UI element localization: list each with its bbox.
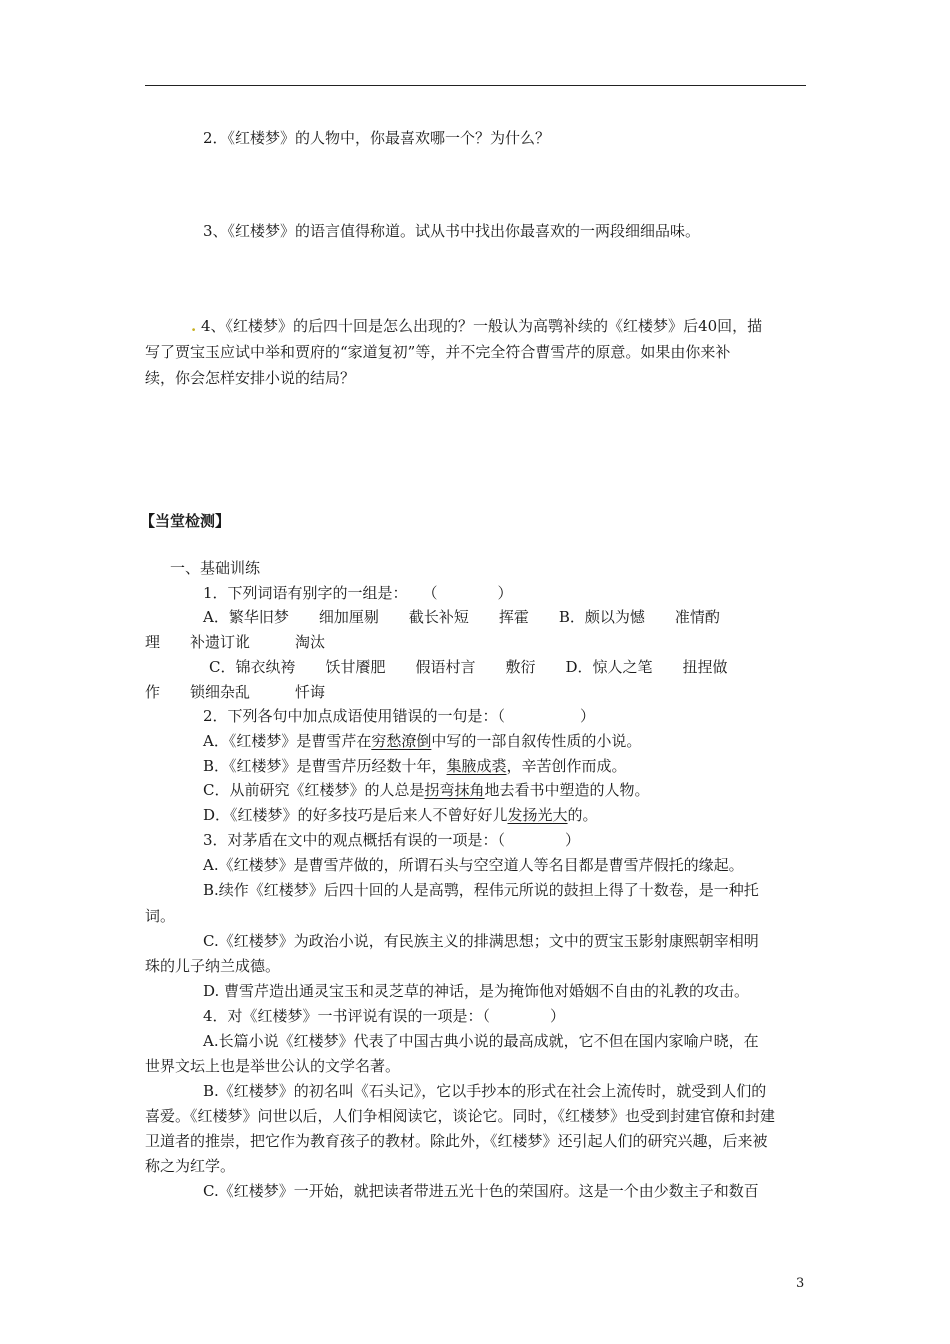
exercise-4-stem: 4．对《红楼梦》一书评说有误的一项是：（ ）	[203, 1007, 566, 1025]
exercise-4-option-b-line-2: 喜爱。《红楼梦》问世以后，人们争相阅读它，谈论它。同时，《红楼梦》也受到封建官僚和封建	[145, 1107, 776, 1125]
exercise-4-option-a-line-2: 世界文坛上也是举世公认的文学名著。	[145, 1057, 401, 1075]
exercise-2-option-c: C．从前研究《红楼梦》的人总是拐弯抹角地去看书中塑造的人物。	[203, 781, 650, 799]
exercise-1-line-1: A．繁华旧梦 细加厘剔 截长补短 挥霍 B．颇以为憾 准情酌	[203, 608, 720, 626]
exercise-4-option-a-line-1: A.长篇小说《红楼梦》代表了中国古典小说的最高成就，它不但在国内家喻户晓，在	[203, 1032, 759, 1050]
exercise-4-option-b-line-4: 称之为红学。	[145, 1157, 236, 1175]
section-subtitle: 一、基础训练	[170, 559, 261, 577]
exercise-3-option-c-line-2: 珠的儿子纳兰成德。	[145, 957, 281, 975]
exercise-1-line-4: 作 锁细杂乱 忏诲	[145, 683, 326, 701]
exercise-3-option-d: D. 曹雪芹造出通灵宝玉和灵芝草的神话，是为掩饰他对婚姻不自由的礼教的攻击。	[203, 982, 750, 1000]
exercise-3-option-b-line-1: B.续作《红楼梦》后四十回的人是高鹗，程伟元所说的鼓担上得了十数卷，是一种托	[203, 881, 759, 899]
exercise-2-stem: 2．下列各句中加点成语使用错误的一句是：（ ）	[203, 707, 596, 725]
header-rule	[145, 85, 806, 86]
exercise-2-option-b: B．《红楼梦》是曹雪芹历经数十年，集腋成裘，辛苦创作而成。	[203, 757, 627, 775]
exercise-4-option-c-line-1: C.《红楼梦》一开始，就把读者带进五光十色的荣国府。这是一个由少数主子和数百	[203, 1182, 759, 1200]
question-4-line-3: 续，你会怎样安排小说的结局？	[145, 369, 356, 387]
page-number: 3	[796, 1276, 805, 1291]
question-4-line-1: . 4、《红楼梦》的后四十回是怎么出现的？一般认为高鹗补续的《红楼梦》后40回，描	[191, 317, 763, 335]
exercise-3-option-c-line-1: C.《红楼梦》为政治小说，有民族主义的排满思想；文中的贾宝玉影射康熙朝宰相明	[203, 932, 759, 950]
section-title: 【当堂检测】	[140, 512, 231, 530]
exercise-3-stem: 3．对茅盾在文中的观点概括有误的一项是：（ ）	[203, 831, 581, 849]
exercise-2-option-d: D．《红楼梦》的好多技巧是后来人不曾好好儿发扬光大的。	[203, 806, 598, 824]
exercise-1-line-2: 理 补遗订讹 淘汰	[145, 633, 326, 651]
yellow-dot-marker: .	[191, 317, 197, 335]
question-3: 3、《红楼梦》的语言值得称道。试从书中找出你最喜欢的一两段细细品味。	[203, 222, 701, 240]
exercise-4-option-b-line-3: 卫道者的推崇，把它作为教育孩子的教材。除此外，《红楼梦》还引起人们的研究兴趣，后来被	[145, 1132, 768, 1150]
exercise-3-option-a: A.《红楼梦》是曹雪芹做的，所谓石头与空空道人等名目都是曹雪芹假托的缘起。	[203, 856, 744, 874]
exercise-3-option-b-line-2: 词。	[145, 907, 176, 925]
question-2: 2．《红楼梦》的人物中，你最喜欢哪一个？为什么？	[203, 129, 551, 147]
exercise-2-option-a: A．《红楼梦》是曹雪芹在穷愁潦倒中写的一部自叙传性质的小说。	[203, 732, 642, 750]
exercise-1-stem: 1．下列词语有别字的一组是： （ ）	[203, 584, 513, 602]
question-4-line-2: 写了贾宝玉应试中举和贾府的“家道复初”等，并不完全符合曹雪芹的原意。如果由你来补	[145, 343, 731, 361]
exercise-4-option-b-line-1: B.《红楼梦》的初名叫《石头记》，它以手抄本的形式在社会上流传时，就受到人们的	[203, 1082, 767, 1100]
exercise-1-line-3: C．锦衣纨袴 饫甘餍肥 假语村言 敷衍 D．惊人之笔 扭捏做	[209, 658, 728, 676]
